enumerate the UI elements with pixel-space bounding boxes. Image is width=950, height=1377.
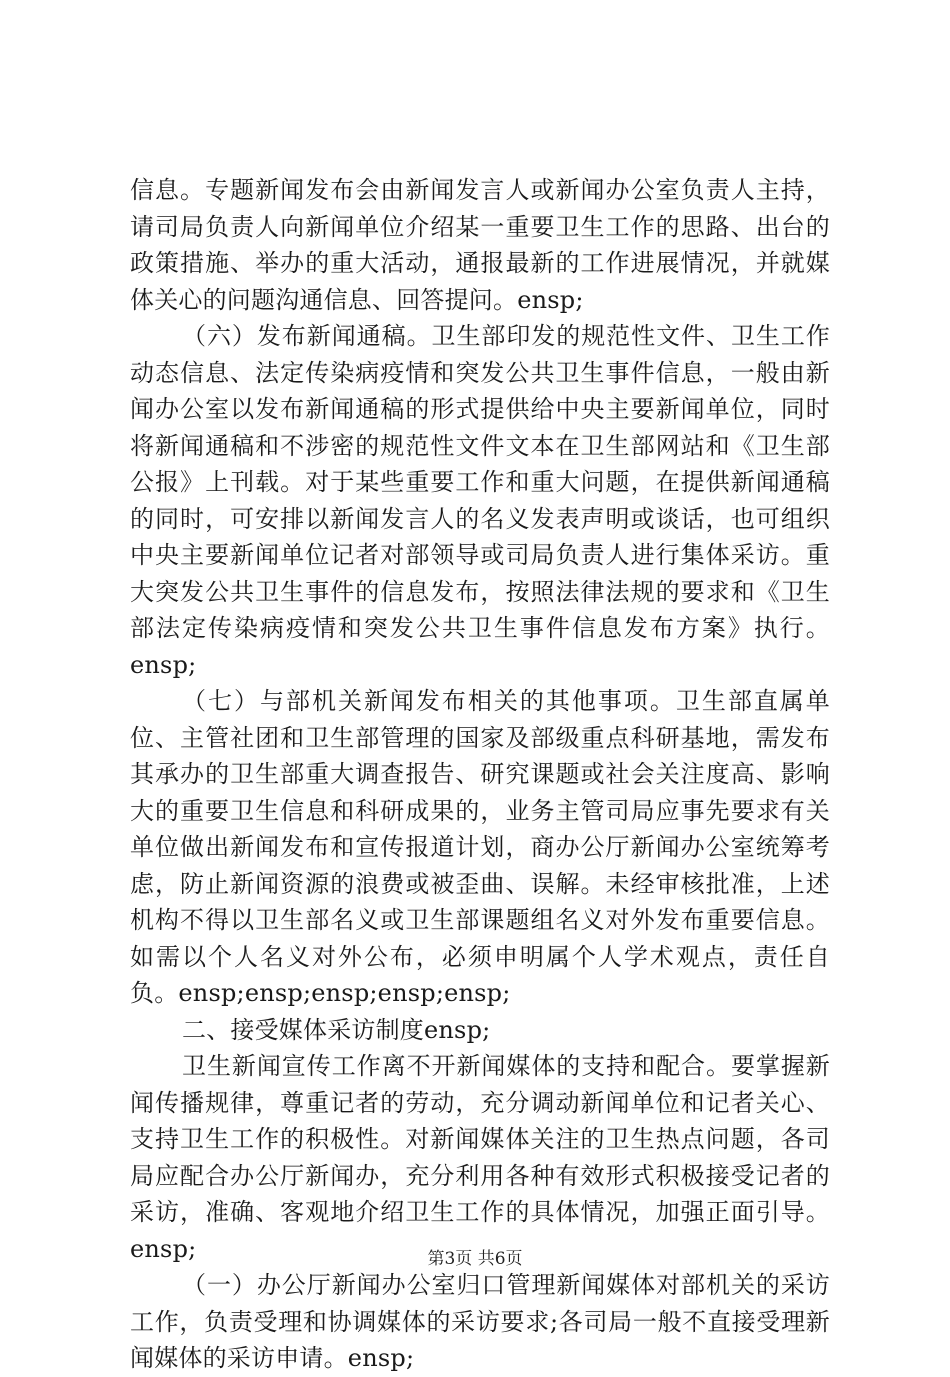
paragraph-continuation: 信息。专题新闻发布会由新闻发言人或新闻办公室负责人主持，请司局负责人向新闻单位介绍某一重要卫生工作的思路、出台的政策措施、举办的重大活动，通报最新的工作进展情况，并就媒体关心的问题沟通信息、回答提问。ensp; bbox=[130, 176, 830, 314]
section-heading: 二、接受媒体采访制度ensp; bbox=[182, 1015, 491, 1044]
paragraph-item-6: （六）发布新闻通稿。卫生部印发的规范性文件、卫生工作动态信息、法定传染病疫情和突发公共卫生事件信息，一般由新闻办公室以发布新闻通稿的形式提供给中央主要新闻单位，同时将新闻通稿和不涉密的规范性文件文本在卫生部网站和《卫生部公报》上刊载。对于某些重要工作和重大问题，在提供新闻通稿的同时，可安排以新闻发言人的名义发表声明或谈话，也可组织中央主要新闻单位记者对部领导或司局负责人进行集体采访。重大突发公共卫生事件的信息发布，按照法律法规的要求和《卫生部法定传染病疫情和突发公共卫生事件信息发布方案》执行。ensp; bbox=[130, 322, 830, 679]
paragraph-item-7: （七）与部机关新闻发布相关的其他事项。卫生部直属单位、主管社团和卫生部管理的国家及部级重点科研基地，需发布其承办的卫生部重大调查报告、研究课题或社会关注度高、影响大的重要卫生信息和科研成果的，业务主管司局应事先要求有关单位做出新闻发布和宣传报道计划，商办公厅新闻办公室统筹考虑，防止新闻资源的浪费或被歪曲、误解。未经审核批准，上述机构不得以卫生部名义或卫生部课题组名义对外发布重要信息。如需以个人名义对外公布，必须申明属个人学术观点，责任自负。ensp;ensp;ensp;ensp;ensp; bbox=[130, 687, 830, 1007]
page-number-footer: 第3页 共6页 bbox=[427, 1249, 523, 1269]
paragraph-intro: 卫生新闻宣传工作离不开新闻媒体的支持和配合。要掌握新闻传播规律，尊重记者的劳动，充分调动新闻单位和记者关心、支持卫生工作的积极性。对新闻媒体关注的卫生热点问题，各司局应配合办公厅新闻办，充分利用各种有效形式积极接受记者的采访，准确、客观地介绍卫生工作的具体情况，加强正面引导。ensp; bbox=[130, 1052, 830, 1263]
paragraph-item-1: （一）办公厅新闻办公室归口管理新闻媒体对部机关的采访工作，负责受理和协调媒体的采访要求;各司局一般不直接受理新闻媒体的采访申请。ensp; bbox=[130, 1271, 830, 1372]
document-body bbox=[130, 172, 830, 1377]
